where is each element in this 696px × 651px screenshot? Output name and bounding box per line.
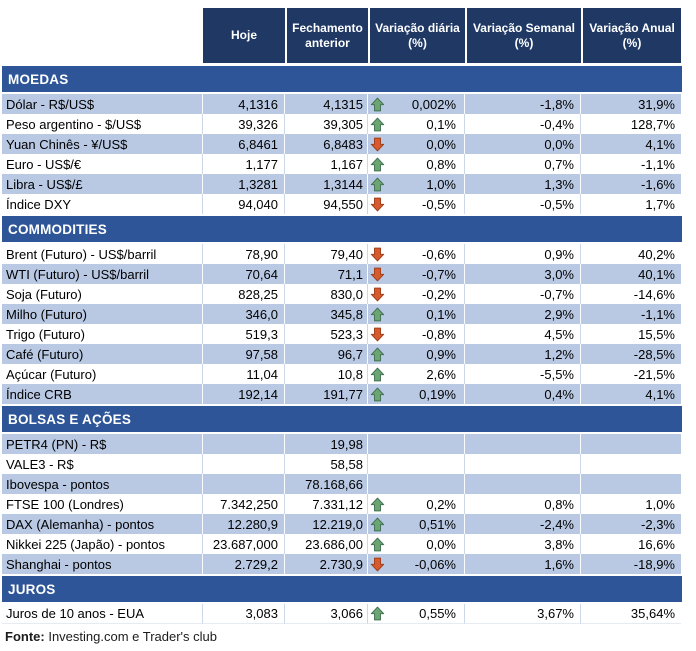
asset-label: Café (Futuro) xyxy=(2,344,203,364)
variacao-diaria-cell xyxy=(368,154,465,174)
variacao-diaria-value: 0,55% xyxy=(419,606,456,621)
down-arrow-icon xyxy=(370,136,386,152)
variacao-diaria-cell xyxy=(368,264,465,284)
asset-label: DAX (Alemanha) - pontos xyxy=(2,514,203,534)
table-row xyxy=(2,554,684,574)
variacao-semanal-value: 3,67% xyxy=(465,604,581,624)
up-arrow-icon xyxy=(370,156,386,172)
header-spacer xyxy=(2,8,203,63)
variacao-diaria-value: 0,002% xyxy=(411,96,456,112)
table-body xyxy=(2,66,684,624)
variacao-anual-value: 128,7% xyxy=(581,114,681,134)
asset-label: Shanghai - pontos xyxy=(2,554,203,574)
variacao-anual-value: -28,5% xyxy=(581,344,681,364)
variacao-diaria-value: 2,6% xyxy=(426,366,456,382)
variacao-diaria-cell xyxy=(368,534,465,554)
variacao-diaria-value: -0,7% xyxy=(422,266,456,282)
hoje-value: 11,04 xyxy=(203,364,285,384)
variacao-anual-value: 4,1% xyxy=(581,384,681,404)
variacao-anual-value: 16,6% xyxy=(581,534,681,554)
fechamento-value: 23.686,00 xyxy=(285,534,368,554)
table-row xyxy=(2,134,684,154)
variacao-semanal-value: 0,8% xyxy=(465,494,581,514)
variacao-diaria-cell xyxy=(368,134,465,154)
variacao-semanal-value: -2,4% xyxy=(465,514,581,534)
down-arrow-icon xyxy=(370,196,386,212)
hoje-value: 519,3 xyxy=(203,324,285,344)
up-arrow-icon xyxy=(370,386,386,402)
fechamento-value: 2.730,9 xyxy=(285,554,368,574)
table-row xyxy=(2,304,684,324)
hoje-value: 1,177 xyxy=(203,154,285,174)
variacao-diaria-cell xyxy=(368,174,465,194)
variacao-semanal-value: -0,4% xyxy=(465,114,581,134)
variacao-semanal-value: 3,0% xyxy=(465,264,581,284)
fechamento-value: 78.168,66 xyxy=(285,474,368,494)
hoje-value: 78,90 xyxy=(203,244,285,264)
asset-label: FTSE 100 (Londres) xyxy=(2,494,203,514)
fechamento-value: 79,40 xyxy=(285,244,368,264)
up-arrow-icon xyxy=(370,346,386,362)
variacao-anual-value: 1,0% xyxy=(581,494,681,514)
asset-label: Milho (Futuro) xyxy=(2,304,203,324)
section-header-juros: JUROS xyxy=(2,576,682,602)
variacao-anual-value: -1,1% xyxy=(581,304,681,324)
variacao-semanal-value: 4,5% xyxy=(465,324,581,344)
variacao-diaria-value: 0,9% xyxy=(426,346,456,362)
variacao-diaria-value: -0,8% xyxy=(422,326,456,342)
down-arrow-icon xyxy=(370,266,386,282)
hoje-value: 7.342,250 xyxy=(203,494,285,514)
asset-label: Açúcar (Futuro) xyxy=(2,364,203,384)
table-row xyxy=(2,154,684,174)
hoje-value xyxy=(203,434,285,454)
hoje-value: 23.687,000 xyxy=(203,534,285,554)
variacao-diaria-value: -0,6% xyxy=(422,246,456,262)
hoje-value: 3,083 xyxy=(203,604,285,624)
variacao-diaria-value: 0,8% xyxy=(426,156,456,172)
up-arrow-icon xyxy=(370,116,386,132)
hoje-value: 12.280,9 xyxy=(203,514,285,534)
variacao-anual-value: 4,1% xyxy=(581,134,681,154)
variacao-semanal-value: 0,7% xyxy=(465,154,581,174)
fechamento-value: 58,58 xyxy=(285,454,368,474)
variacao-diaria-value: 0,0% xyxy=(426,536,456,552)
variacao-anual-value: 40,2% xyxy=(581,244,681,264)
asset-label: VALE3 - R$ xyxy=(2,454,203,474)
variacao-anual-value xyxy=(581,454,681,474)
source-note xyxy=(2,629,684,644)
up-arrow-icon xyxy=(370,606,386,622)
asset-label: Brent (Futuro) - US$/barril xyxy=(2,244,203,264)
variacao-semanal-value: 1,6% xyxy=(465,554,581,574)
hoje-value: 346,0 xyxy=(203,304,285,324)
variacao-semanal-value: -0,7% xyxy=(465,284,581,304)
down-arrow-icon xyxy=(370,286,386,302)
up-arrow-icon xyxy=(370,366,386,382)
variacao-diaria-cell xyxy=(368,94,465,114)
table-row xyxy=(2,454,684,474)
variacao-diaria-value: -0,5% xyxy=(422,196,456,212)
table-row xyxy=(2,284,684,304)
asset-label: Libra - US$/£ xyxy=(2,174,203,194)
column-header-variacao-semanal: Variação Semanal (%) xyxy=(465,8,581,63)
hoje-value: 97,58 xyxy=(203,344,285,364)
variacao-semanal-value xyxy=(465,474,581,494)
variacao-diaria-value: 0,2% xyxy=(426,496,456,512)
table-row xyxy=(2,114,684,134)
variacao-semanal-value: 1,3% xyxy=(465,174,581,194)
asset-label: Índice CRB xyxy=(2,384,203,404)
fechamento-value: 523,3 xyxy=(285,324,368,344)
table-row xyxy=(2,244,684,264)
fechamento-value: 830,0 xyxy=(285,284,368,304)
fechamento-value: 345,8 xyxy=(285,304,368,324)
table-row xyxy=(2,364,684,384)
hoje-value: 828,25 xyxy=(203,284,285,304)
variacao-semanal-value: -0,5% xyxy=(465,194,581,214)
hoje-value: 94,040 xyxy=(203,194,285,214)
variacao-anual-value xyxy=(581,474,681,494)
hoje-value: 2.729,2 xyxy=(203,554,285,574)
variacao-anual-value: 35,64% xyxy=(581,604,681,624)
fechamento-value: 12.219,0 xyxy=(285,514,368,534)
variacao-anual-value: 15,5% xyxy=(581,324,681,344)
variacao-semanal-value: 0,0% xyxy=(465,134,581,154)
no-arrow xyxy=(370,436,386,452)
hoje-value: 70,64 xyxy=(203,264,285,284)
variacao-diaria-cell xyxy=(368,514,465,534)
asset-label: Peso argentino - $/US$ xyxy=(2,114,203,134)
fechamento-value: 6,8483 xyxy=(285,134,368,154)
hoje-value: 39,326 xyxy=(203,114,285,134)
table-row xyxy=(2,324,684,344)
section-header-moedas: MOEDAS xyxy=(2,66,682,92)
fechamento-value: 39,305 xyxy=(285,114,368,134)
table-row xyxy=(2,604,684,624)
asset-label: Juros de 10 anos - EUA xyxy=(2,604,203,624)
asset-label: Euro - US$/€ xyxy=(2,154,203,174)
fechamento-value: 4,1315 xyxy=(285,94,368,114)
variacao-diaria-cell xyxy=(368,344,465,364)
asset-label: Yuan Chinês - ¥/US$ xyxy=(2,134,203,154)
variacao-anual-value: -1,1% xyxy=(581,154,681,174)
table-header xyxy=(2,8,684,63)
table-row xyxy=(2,474,684,494)
variacao-anual-value xyxy=(581,434,681,454)
table-row xyxy=(2,384,684,404)
variacao-semanal-value xyxy=(465,434,581,454)
source-text: Investing.com e Trader's club xyxy=(44,629,218,644)
section-header-commodities: COMMODITIES xyxy=(2,216,682,242)
variacao-anual-value: 40,1% xyxy=(581,264,681,284)
table-row xyxy=(2,194,684,214)
variacao-anual-value: -21,5% xyxy=(581,364,681,384)
hoje-value xyxy=(203,454,285,474)
fechamento-value: 7.331,12 xyxy=(285,494,368,514)
up-arrow-icon xyxy=(370,536,386,552)
table-row xyxy=(2,434,684,454)
fechamento-value: 3,066 xyxy=(285,604,368,624)
hoje-value: 1,3281 xyxy=(203,174,285,194)
table-row xyxy=(2,494,684,514)
fechamento-value: 19,98 xyxy=(285,434,368,454)
variacao-diaria-value: 0,51% xyxy=(419,516,456,532)
variacao-anual-value: -18,9% xyxy=(581,554,681,574)
table-row xyxy=(2,264,684,284)
variacao-anual-value: 31,9% xyxy=(581,94,681,114)
column-header-fechamento: Fechamento anterior xyxy=(285,8,368,63)
variacao-semanal-value: 0,4% xyxy=(465,384,581,404)
table-row xyxy=(2,94,684,114)
asset-label: Dólar - R$/US$ xyxy=(2,94,203,114)
variacao-diaria-cell xyxy=(368,284,465,304)
no-arrow xyxy=(370,456,386,472)
variacao-diaria-value: 0,1% xyxy=(426,306,456,322)
asset-label: Índice DXY xyxy=(2,194,203,214)
variacao-semanal-value: -1,8% xyxy=(465,94,581,114)
variacao-diaria-cell xyxy=(368,474,465,494)
variacao-diaria-cell xyxy=(368,304,465,324)
hoje-value: 192,14 xyxy=(203,384,285,404)
variacao-diaria-cell xyxy=(368,494,465,514)
fechamento-value: 10,8 xyxy=(285,364,368,384)
variacao-diaria-value: -0,06% xyxy=(414,556,456,572)
variacao-diaria-value: 0,1% xyxy=(426,116,456,132)
section-header-bolsas-e-acoes: BOLSAS E AÇÕES xyxy=(2,406,682,432)
asset-label: WTI (Futuro) - US$/barril xyxy=(2,264,203,284)
variacao-semanal-value: 0,9% xyxy=(465,244,581,264)
asset-label: Soja (Futuro) xyxy=(2,284,203,304)
variacao-semanal-value xyxy=(465,454,581,474)
variacao-diaria-cell xyxy=(368,364,465,384)
column-header-hoje: Hoje xyxy=(203,8,285,63)
variacao-anual-value: -2,3% xyxy=(581,514,681,534)
table-row xyxy=(2,344,684,364)
up-arrow-icon xyxy=(370,516,386,532)
variacao-diaria-cell xyxy=(368,454,465,474)
no-arrow xyxy=(370,476,386,492)
variacao-semanal-value: 2,9% xyxy=(465,304,581,324)
column-header-variacao-anual: Variação Anual (%) xyxy=(581,8,681,63)
variacao-diaria-value: 1,0% xyxy=(426,176,456,192)
asset-label: Nikkei 225 (Japão) - pontos xyxy=(2,534,203,554)
table-row xyxy=(2,534,684,554)
variacao-diaria-cell xyxy=(368,434,465,454)
asset-label: Trigo (Futuro) xyxy=(2,324,203,344)
table-row xyxy=(2,174,684,194)
variacao-semanal-value: -5,5% xyxy=(465,364,581,384)
variacao-diaria-cell xyxy=(368,554,465,574)
down-arrow-icon xyxy=(370,326,386,342)
up-arrow-icon xyxy=(370,306,386,322)
source-label: Fonte: xyxy=(5,629,45,644)
down-arrow-icon xyxy=(370,246,386,262)
hoje-value: 4,1316 xyxy=(203,94,285,114)
fechamento-value: 96,7 xyxy=(285,344,368,364)
hoje-value: 6,8461 xyxy=(203,134,285,154)
variacao-semanal-value: 3,8% xyxy=(465,534,581,554)
variacao-diaria-cell xyxy=(368,244,465,264)
fechamento-value: 94,550 xyxy=(285,194,368,214)
variacao-anual-value: 1,7% xyxy=(581,194,681,214)
up-arrow-icon xyxy=(370,496,386,512)
down-arrow-icon xyxy=(370,556,386,572)
variacao-diaria-cell xyxy=(368,384,465,404)
hoje-value xyxy=(203,474,285,494)
variacao-diaria-cell xyxy=(368,324,465,344)
variacao-diaria-cell xyxy=(368,604,465,624)
variacao-anual-value: -14,6% xyxy=(581,284,681,304)
variacao-diaria-cell xyxy=(368,194,465,214)
variacao-anual-value: -1,6% xyxy=(581,174,681,194)
fechamento-value: 1,167 xyxy=(285,154,368,174)
variacao-diaria-cell xyxy=(368,114,465,134)
variacao-semanal-value: 1,2% xyxy=(465,344,581,364)
fechamento-value: 191,77 xyxy=(285,384,368,404)
variacao-diaria-value: -0,2% xyxy=(422,286,456,302)
variacao-diaria-value: 0,19% xyxy=(419,386,456,402)
fechamento-value: 71,1 xyxy=(285,264,368,284)
up-arrow-icon xyxy=(370,96,386,112)
column-header-variacao-diaria: Variação diária (%) xyxy=(368,8,465,63)
fechamento-value: 1,3144 xyxy=(285,174,368,194)
asset-label: PETR4 (PN) - R$ xyxy=(2,434,203,454)
variacao-diaria-value: 0,0% xyxy=(426,136,456,152)
asset-label: Ibovespa - pontos xyxy=(2,474,203,494)
up-arrow-icon xyxy=(370,176,386,192)
table-row xyxy=(2,514,684,534)
